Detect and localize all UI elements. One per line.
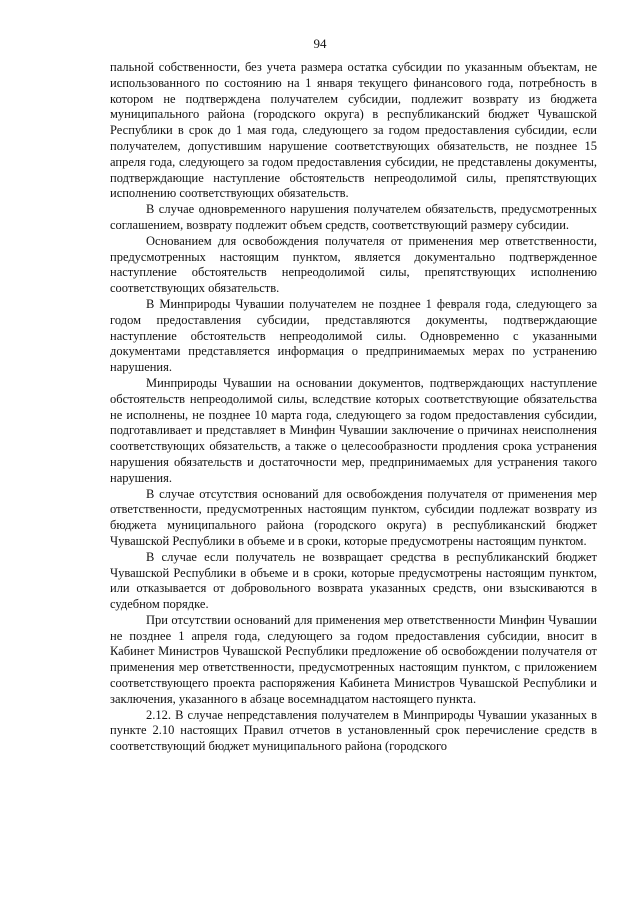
paragraph-7: В случае если получатель не возвращает средства в республиканский бюджет Чувашской Республики в объеме и в сроки, которые предусмотрены настоящим пунктом, или отказывается от добровольного возврата указанных средств, они взыскиваются в судебном порядке. [110,549,597,612]
paragraph-1: пальной собственности, без учета размера остатка субсидии по указанным объектам, не использованного по состоянию на 1 января текущего финансового года, потребность в котором не подтверждена получателем субсидии, подлежит возврату из бюджета муниципального района (городского округа) в республиканский бюджет Чувашской Республики в срок до 1 мая года, следующего за годом предоставления субсидии, если получателем, допустившим нарушение соответствующих обязательств, не позднее 15 апреля года, следующего за годом предоставления субсидии, не представлены документы, подтверждающие наступление обстоятельств непреодолимой силы, препятствующих исполнению соответствующих обязательств. [110,60,597,201]
document-body [110,60,597,755]
paragraph-4: В Минприроды Чувашии получателем не позднее 1 февраля года, следующего за годом предоставления субсидии, представляются документы, подтверждающие наступление обстоятельств непреодолимой силы. Одновременно с указанными документами представляется информация о предпринимаемых мерах по устранению нарушения. [110,296,597,375]
page-number: 94 [313,36,327,51]
paragraph-9: 2.12. В случае непредставления получателем в Минприроды Чувашии указанных в пункте 2.10 настоящих Правил отчетов в установленный срок перечисление средств в соответствующий бюджет муниципального района (городского [110,707,597,754]
paragraph-8: При отсутствии оснований для применения мер ответственности Минфин Чувашии не позднее 1 апреля года, следующего за годом предоставления субсидии, вносит в Кабинет Министров Чувашской Республики предложение об освобождении получателя от применения мер ответственности, предусмотренных настоящим пунктом, с приложением соответствующего проекта распоряжения Кабинета Министров Чувашской Республики и заключения, указанного в абзаце восемнадцатом настоящего пункта. [110,612,597,706]
paragraph-3: Основанием для освобождения получателя от применения мер ответственности, предусмотренных настоящим пунктом, является документально подтвержденное наступление обстоятельств непреодолимой силы, препятствующих исполнению соответствующих обязательств. [110,233,597,296]
paragraph-2: В случае одновременного нарушения получателем обязательств, предусмотренных соглашением, возврату подлежит объем средств, соответствующий размеру субсидии. [110,202,597,232]
paragraph-6: В случае отсутствия оснований для освобождения получателя от применения мер ответственности, предусмотренных настоящим пунктом, субсидии подлежат возврату из бюджета муниципального района (городского округа) в республиканский бюджет Чувашской Республики в объеме и в сроки, которые предусмотрены настоящим пунктом. [110,486,597,548]
paragraph-5: Минприроды Чувашии на основании документов, подтверждающих наступление обстоятельств непреодолимой силы, вследствие которых соответствующие обязательства не исполнены, не позднее 10 марта года, следующего за годом предоставления субсидии, подготавливает и представляет в Минфин Чувашии заключение о причинах неисполнения соответствующих обязательств, а также о целесообразности продления срока устранения нарушения обязательств и достаточности мер, предпринимаемых для устранения такого нарушения. [110,375,597,485]
